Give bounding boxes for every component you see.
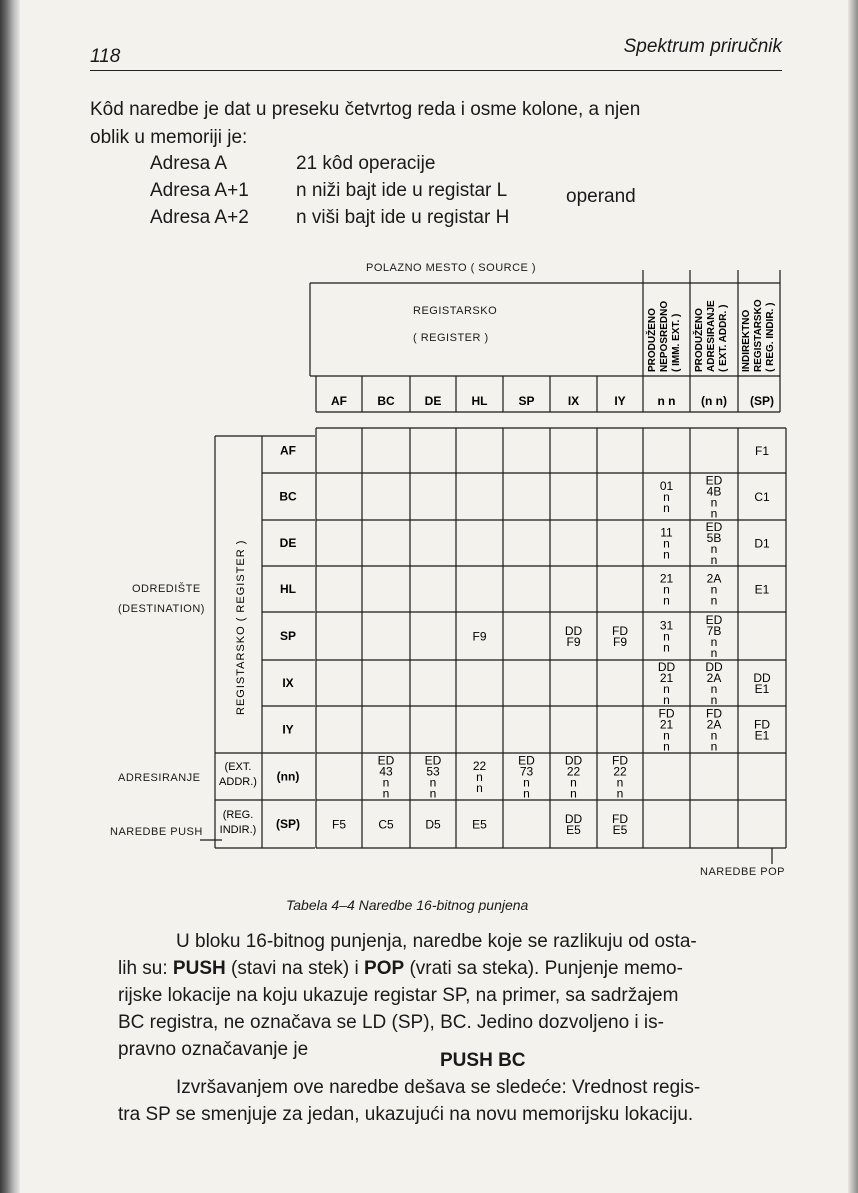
cell-r2-c8-line-3: n — [710, 553, 718, 567]
cell-r7-c2-line-3: n — [429, 786, 437, 801]
row-group-0-line-2: ADDR.) — [219, 776, 257, 788]
cell-r4-c7-line-0: 31 — [659, 618, 674, 633]
memory-content-0: 21 kôd operacije — [296, 153, 436, 174]
destination-label-line-1: ODREDIŠTE — [132, 583, 201, 595]
cell-r6-c9-line-1: E1 — [754, 728, 770, 743]
cell-r8-c6-line-1: E5 — [612, 823, 628, 837]
cell-r4-c8-line-3: n — [710, 646, 718, 660]
row-label-1: BC — [279, 489, 297, 504]
cell-r1-c8-line-0: ED — [705, 473, 723, 488]
column-header-af-0: AF — [331, 394, 347, 408]
cell-r5-c8-line-0: DD — [705, 660, 723, 674]
row-group-1-line-1: (REG. — [222, 809, 254, 821]
cell-r1-c7-line-0: 01 — [659, 479, 674, 493]
cell-r2-c7-line-2: n — [663, 547, 670, 562]
cell-r5-c7-line-0: DD — [657, 660, 676, 674]
cell-r8-c5-line-0: DD — [564, 812, 583, 826]
source-title: POLAZNO MESTO ( SOURCE ) — [366, 262, 537, 274]
cell-r7-c6-line-3: n — [616, 786, 624, 801]
column-header-bc-1: BC — [377, 394, 395, 408]
cell-r4-c5-line-0: DD — [564, 624, 583, 638]
intro-line-1: Kôd naredbe je dat u preseku četvrtog reda i osme kolone, a njen — [90, 99, 641, 120]
cell-r8-c6-line-0: FD — [612, 812, 628, 826]
body-p1-line-4: BC registra, ne označava se LD (SP), BC. Jedino dozvoljeno i is- — [118, 1012, 664, 1033]
cell-r6-c7-line-0: FD — [658, 706, 675, 721]
cell-r7-c2-line-0: ED — [424, 753, 442, 768]
cell-r0-c9-line-0: F1 — [754, 444, 770, 458]
cell-r6-c8-line-1: 2A — [706, 717, 722, 732]
cell-r4-c8-line-0: ED — [705, 613, 723, 627]
cell-r7-c4-line-3: n — [523, 786, 530, 801]
cell-r7-c3-line-0: 22 — [472, 759, 487, 773]
cell-r4-c6-line-0: FD — [612, 624, 628, 638]
cell-r2-c8-line-1: 5B — [706, 531, 722, 545]
cell-r4-c5-line-1: F9 — [566, 635, 581, 649]
cell-r1-c9-line-0: C1 — [754, 490, 770, 504]
cell-r6-c8-line-2: n — [710, 728, 718, 743]
body-p1-line-1: U bloku 16-bitnog punjenja, naredbe koje se razlikuju od osta- — [176, 931, 697, 952]
adresiranje-label: ADRESIRANJE — [118, 772, 201, 784]
row-label-5: IX — [282, 676, 294, 690]
cell-r4-c7-line-2: n — [663, 640, 670, 655]
cell-r4-c8-line-1: 7B — [706, 624, 722, 638]
cell-r2-c7-line-0: 11 — [660, 525, 673, 540]
body-p1-line-5: pravno označavanje je — [118, 1039, 309, 1060]
example-push-bc: PUSH BC — [440, 1050, 526, 1071]
cell-r5-c7-line-3: n — [663, 693, 670, 707]
column-header-ix-5: IX — [567, 394, 580, 408]
cell-r4-c3-line-0: F9 — [472, 629, 487, 644]
memory-address-1: Adresa A+1 — [150, 180, 249, 201]
column-header-nn-8: (n n) — [701, 394, 727, 408]
destination-label-line-2: (DESTINATION) — [118, 603, 205, 615]
destination-vertical-label: REGISTARSKO ( REGISTER ) — [235, 539, 247, 715]
row-label-8: (SP) — [276, 817, 300, 831]
vertical-header-1-line-1: ADRESIRANJE — [706, 300, 717, 372]
row-group-1-line-2: INDIR.) — [219, 824, 257, 836]
body-p2-line-2: tra SP se smenjuje za jedan, ukazujući na novu memorijsku lokaciju. — [118, 1104, 694, 1125]
cell-r7-c3-line-1: n — [476, 770, 483, 784]
intro-line-2: oblik u memoriji je: — [90, 127, 248, 148]
book-title: Spektrum priručnik — [623, 36, 782, 57]
cell-r7-c2-line-2: n — [429, 775, 437, 790]
push-keyword: PUSH — [172, 958, 226, 979]
register-group-line-2: ( REGISTER ) — [413, 332, 489, 344]
cell-r7-c3-line-2: n — [476, 781, 483, 795]
cell-r1-c8-line-1: 4B — [706, 484, 722, 499]
cell-r7-c6-line-1: 22 — [613, 764, 627, 779]
cell-r3-c8-line-1: n — [710, 582, 718, 597]
memory-address-0: Adresa A — [150, 153, 228, 174]
vertical-header-2-line-2: ( REG. INDIR. ) — [765, 302, 776, 372]
cell-r5-c8-line-1: 2A — [706, 671, 722, 685]
cell-r4-c8-line-2: n — [710, 635, 718, 649]
column-header-nn-7: n n — [657, 394, 676, 408]
cell-r6-c8-line-3: n — [710, 739, 718, 754]
row-label-6: IY — [282, 722, 294, 737]
cell-r5-c7-line-1: 21 — [659, 671, 674, 685]
cell-r2-c8-line-2: n — [710, 542, 718, 556]
memory-content-2: n viši bajt ide u registar H — [296, 207, 510, 228]
cell-r7-c2-line-1: 53 — [426, 764, 440, 779]
cell-r8-c0-line-0: F5 — [331, 817, 347, 832]
cell-r1-c7-line-2: n — [663, 501, 670, 515]
operand-label: operand — [566, 186, 636, 207]
cell-r7-c5-line-1: 22 — [566, 764, 581, 779]
memory-address-2: Adresa A+2 — [150, 207, 249, 228]
cell-r7-c1-line-2: n — [382, 775, 390, 790]
cell-r6-c9-line-0: FD — [754, 717, 770, 732]
cell-r7-c6-line-0: FD — [612, 753, 628, 768]
cell-r5-c9-line-1: E1 — [754, 682, 770, 696]
pop-keyword: POP — [364, 958, 405, 979]
vertical-header-1-line-0: PRODUŽENO — [694, 308, 705, 372]
row-label-2: DE — [279, 536, 297, 550]
memory-content-1: n niži bajt ide u registar L — [296, 180, 508, 201]
cell-r2-c8-line-0: ED — [705, 520, 723, 534]
body-p1-line-3: rijske lokacije na koju ukazuje registar SP, na primer, sa sadržajem — [118, 985, 679, 1006]
cell-r7-c1-line-3: n — [382, 786, 390, 801]
cell-r8-c2-line-0: D5 — [425, 817, 441, 832]
row-label-7: (nn) — [276, 769, 300, 784]
vertical-header-0-line-1: NEPOSREDNO — [659, 300, 670, 372]
row-label-4: SP — [279, 629, 297, 643]
table-caption: Tabela 4–4 Naredbe 16-bitnog punjena — [286, 897, 529, 913]
cell-r8-c1-line-0: C5 — [378, 817, 394, 832]
cell-r6-c7-line-1: 21 — [659, 717, 674, 732]
cell-r8-c3-line-0: E5 — [472, 817, 487, 832]
cell-r7-c5-line-2: n — [570, 775, 577, 790]
cell-r3-c8-line-2: n — [710, 593, 718, 608]
pop-label: NAREDBE POP — [700, 866, 785, 878]
row-label-3: HL — [280, 582, 296, 596]
cell-r1-c7-line-1: n — [663, 490, 670, 504]
cell-r6-c7-line-2: n — [663, 728, 670, 743]
cell-r7-c1-line-1: 43 — [379, 764, 393, 779]
cell-r5-c7-line-2: n — [663, 682, 670, 696]
page-number: 118 — [90, 46, 121, 67]
cell-r8-c5-line-1: E5 — [566, 823, 581, 837]
cell-r7-c4-line-0: ED — [518, 753, 535, 768]
vertical-header-0-line-2: ( IMM. EXT. ) — [671, 313, 682, 372]
cell-r7-c5-line-0: DD — [564, 753, 583, 768]
vertical-header-1-line-2: ( EXT. ADDR. ) — [718, 304, 729, 372]
row-label-0: AF — [280, 443, 296, 458]
column-header-iy-6: IY — [614, 394, 626, 408]
cell-r6-c7-line-3: n — [663, 739, 670, 754]
body-p2-line-1: Izvršavanjem ove naredbe dešava se sledeće: Vrednost regis- — [176, 1077, 701, 1098]
cell-r2-c7-line-1: n — [663, 536, 670, 551]
cell-r4-c7-line-1: n — [663, 629, 670, 644]
cell-r5-c8-line-3: n — [710, 693, 718, 707]
cell-r7-c4-line-1: 73 — [519, 764, 534, 779]
push-label: NAREDBE PUSH — [110, 826, 203, 838]
cell-r4-c6-line-1: F9 — [612, 635, 628, 649]
vertical-header-0-line-0: PRODUŽENO — [647, 308, 658, 372]
register-group-line-1: REGISTARSKO — [413, 305, 498, 317]
cell-r3-c7-line-0: 21 — [659, 571, 674, 586]
cell-r7-c4-line-2: n — [523, 775, 530, 790]
cell-r7-c1-line-0: ED — [377, 753, 395, 768]
body-p1-line-2: lih su: PUSH (stavi na stek) i POP (vrati sa steka). Punjenje memo- — [118, 958, 683, 979]
cell-r7-c5-line-3: n — [570, 786, 577, 801]
cell-r5-c8-line-2: n — [710, 682, 718, 696]
cell-r1-c8-line-3: n — [710, 506, 718, 521]
cell-r6-c8-line-0: FD — [706, 706, 722, 721]
cell-r1-c8-line-2: n — [710, 495, 718, 510]
cell-r3-c7-line-2: n — [663, 593, 670, 608]
row-group-0-line-1: (EXT. — [224, 761, 252, 773]
column-header-hl-3: HL — [471, 394, 488, 408]
column-header-de-2: DE — [424, 394, 442, 408]
cell-r5-c9-line-0: DD — [753, 671, 771, 685]
cell-r7-c6-line-2: n — [616, 775, 624, 790]
cell-r2-c9-line-0: D1 — [754, 536, 770, 551]
column-header-sp-4: SP — [518, 394, 535, 408]
column-header-sp-9: (SP) — [750, 394, 774, 408]
cell-r3-c8-line-0: 2A — [706, 571, 722, 586]
cell-r3-c7-line-1: n — [663, 582, 670, 597]
vertical-header-2-line-0: INDIREKTNO — [741, 309, 752, 372]
cell-r3-c9-line-0: E1 — [754, 582, 770, 597]
vertical-header-2-line-1: REGISTARSKO — [753, 299, 764, 372]
